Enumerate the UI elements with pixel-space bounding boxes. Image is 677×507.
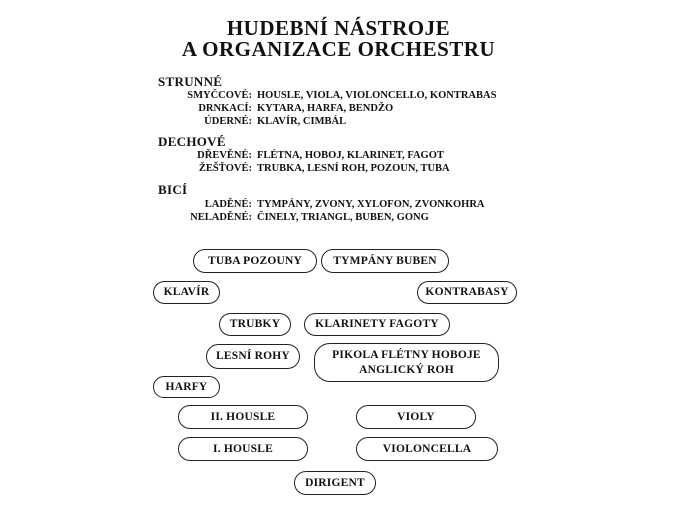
row-value: HOUSLE, VIOLA, VIOLONCELLO, KONTRABAS: [257, 90, 497, 101]
row-value: FLÉTNA, HOBOJ, KLARINET, FAGOT: [257, 150, 444, 161]
seat-tuba-pozouny: TUBA POZOUNY: [193, 249, 317, 273]
seat-pikola-fletny-hoboje: PIKOLA FLÉTNY HOBOJE ANGLICKÝ ROH: [314, 343, 499, 382]
row-value: KYTARA, HARFA, BENDŽO: [257, 103, 394, 114]
row-value: TYMPÁNY, ZVONY, XYLOFON, ZVONKOHRA: [257, 199, 485, 210]
seat-violy: VIOLY: [356, 405, 476, 429]
row-key: LADĚNÉ:: [204, 199, 252, 210]
row-key: DŘEVĚNÉ:: [197, 150, 252, 161]
row-key: SMYČCOVÉ:: [187, 90, 252, 101]
row-key: NELADĚNÉ:: [190, 212, 252, 223]
seat-klavir: KLAVÍR: [153, 281, 220, 304]
seat-kontrabasy: KONTRABASY: [417, 281, 517, 304]
category-bici: BICÍ: [158, 182, 188, 197]
title-line-2: A ORGANIZACE ORCHESTRU: [181, 37, 496, 61]
seat-lesni-rohy: LESNÍ ROHY: [206, 344, 300, 369]
row-key: ÚDERNÉ:: [204, 116, 252, 127]
title-line-1: HUDEBNÍ NÁSTROJE: [226, 16, 451, 40]
seat-trubky: TRUBKY: [219, 313, 291, 336]
seat-violoncella: VIOLONCELLA: [356, 437, 498, 461]
seat-ii-housle: II. HOUSLE: [178, 405, 308, 429]
seat-dirigent: DIRIGENT: [294, 471, 376, 495]
seat-klarinety-fagoty: KLARINETY FAGOTY: [304, 313, 450, 336]
row-key: ŽEŠŤOVÉ:: [198, 163, 252, 174]
row-value: ČINELY, TRIANGL, BUBEN, GONG: [257, 212, 429, 223]
row-key: DRNKACÍ:: [198, 103, 252, 114]
category-strunne: STRUNNÉ: [158, 74, 223, 89]
seat-harfy: HARFY: [153, 376, 220, 398]
seat-i-housle: I. HOUSLE: [178, 437, 308, 461]
seat-tympany-buben: TYMPÁNY BUBEN: [321, 249, 449, 273]
row-value: KLAVÍR, CIMBÁL: [257, 116, 347, 127]
category-dechove: DECHOVÉ: [158, 134, 226, 149]
row-value: TRUBKA, LESNÍ ROH, POZOUN, TUBA: [257, 163, 450, 174]
